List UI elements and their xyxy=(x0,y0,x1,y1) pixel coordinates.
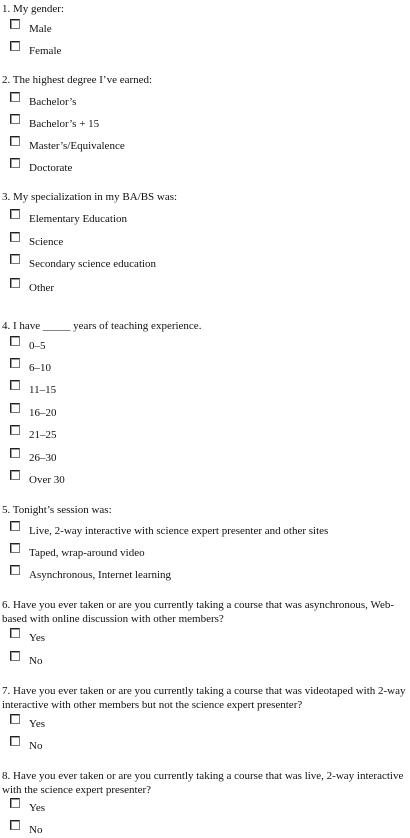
question-5: 5. Tonight’s session was: xyxy=(2,504,112,516)
checkbox-icon[interactable] xyxy=(10,736,20,746)
option-label: Master’s/Equivalence xyxy=(29,140,125,152)
option-label: Bachelor’s + 15 xyxy=(29,118,100,130)
option-label: Female xyxy=(29,45,62,57)
option-label: Science xyxy=(29,236,64,248)
checkbox-icon[interactable] xyxy=(10,358,20,368)
question-6: 6. Have you ever taken or are you currently taking a course that was asynchronous, Web-based with online discussion with other members? xyxy=(2,599,395,625)
checkbox-icon[interactable] xyxy=(10,425,20,435)
checkbox-icon[interactable] xyxy=(10,254,20,264)
option-label: Secondary science education xyxy=(29,258,157,270)
checkbox-icon[interactable] xyxy=(10,41,20,51)
checkbox-icon[interactable] xyxy=(10,278,20,288)
option-label: Doctorate xyxy=(29,162,73,174)
option-label: Yes xyxy=(29,632,46,644)
question-4: 4. I have _____ years of teaching experience. xyxy=(2,320,202,332)
question-8: 8. Have you ever taken or are you currently taking a course that was live, 2-way interactive with the science expert presenter? xyxy=(2,770,404,796)
option-label: Male xyxy=(29,23,52,35)
option-label: Asynchronous, Internet learning xyxy=(29,569,172,581)
option-label: 11–15 xyxy=(29,384,57,396)
option-label: Over 30 xyxy=(29,474,65,486)
checkbox-icon[interactable] xyxy=(10,820,20,830)
option-label: Yes xyxy=(29,802,46,814)
checkbox-icon[interactable] xyxy=(10,470,20,480)
option-label: Taped, wrap-around video xyxy=(29,547,145,559)
checkbox-icon[interactable] xyxy=(10,209,20,219)
checkbox-icon[interactable] xyxy=(10,628,20,638)
checkbox-icon[interactable] xyxy=(10,19,20,29)
checkbox-icon[interactable] xyxy=(10,403,20,413)
checkbox-icon[interactable] xyxy=(10,543,20,553)
checkbox-icon[interactable] xyxy=(10,798,20,808)
question-1: 1. My gender: xyxy=(2,3,65,15)
option-label: Elementary Education xyxy=(29,213,128,225)
option-label: No xyxy=(29,740,43,752)
option-label: Other xyxy=(29,282,55,294)
checkbox-icon[interactable] xyxy=(10,158,20,168)
question-7: 7. Have you ever taken or are you currently taking a course that was videotaped with 2-way interactive with other members but not the science expert presenter? xyxy=(2,685,406,711)
option-label: 0–5 xyxy=(29,340,46,352)
checkbox-icon[interactable] xyxy=(10,380,20,390)
checkbox-icon[interactable] xyxy=(10,714,20,724)
option-label: 6–10 xyxy=(29,362,51,374)
checkbox-icon[interactable] xyxy=(10,565,20,575)
option-label: 26–30 xyxy=(29,452,57,464)
checkbox-icon[interactable] xyxy=(10,651,20,661)
checkbox-icon[interactable] xyxy=(10,521,20,531)
option-label: Bachelor’s xyxy=(29,96,77,108)
option-label: Live, 2-way interactive with science expert presenter and other sites xyxy=(29,525,329,537)
checkbox-icon[interactable] xyxy=(10,336,20,346)
option-label: 21–25 xyxy=(29,429,57,441)
option-label: No xyxy=(29,655,43,667)
checkbox-icon[interactable] xyxy=(10,136,20,146)
checkbox-icon[interactable] xyxy=(10,232,20,242)
question-2: 2. The highest degree I’ve earned: xyxy=(2,74,153,86)
checkbox-icon[interactable] xyxy=(10,92,20,102)
option-label: 16–20 xyxy=(29,407,57,419)
question-3: 3. My specialization in my BA/BS was: xyxy=(2,191,178,203)
checkbox-icon[interactable] xyxy=(10,448,20,458)
option-label: Yes xyxy=(29,718,46,730)
option-label: No xyxy=(29,824,43,836)
checkbox-icon[interactable] xyxy=(10,114,20,124)
